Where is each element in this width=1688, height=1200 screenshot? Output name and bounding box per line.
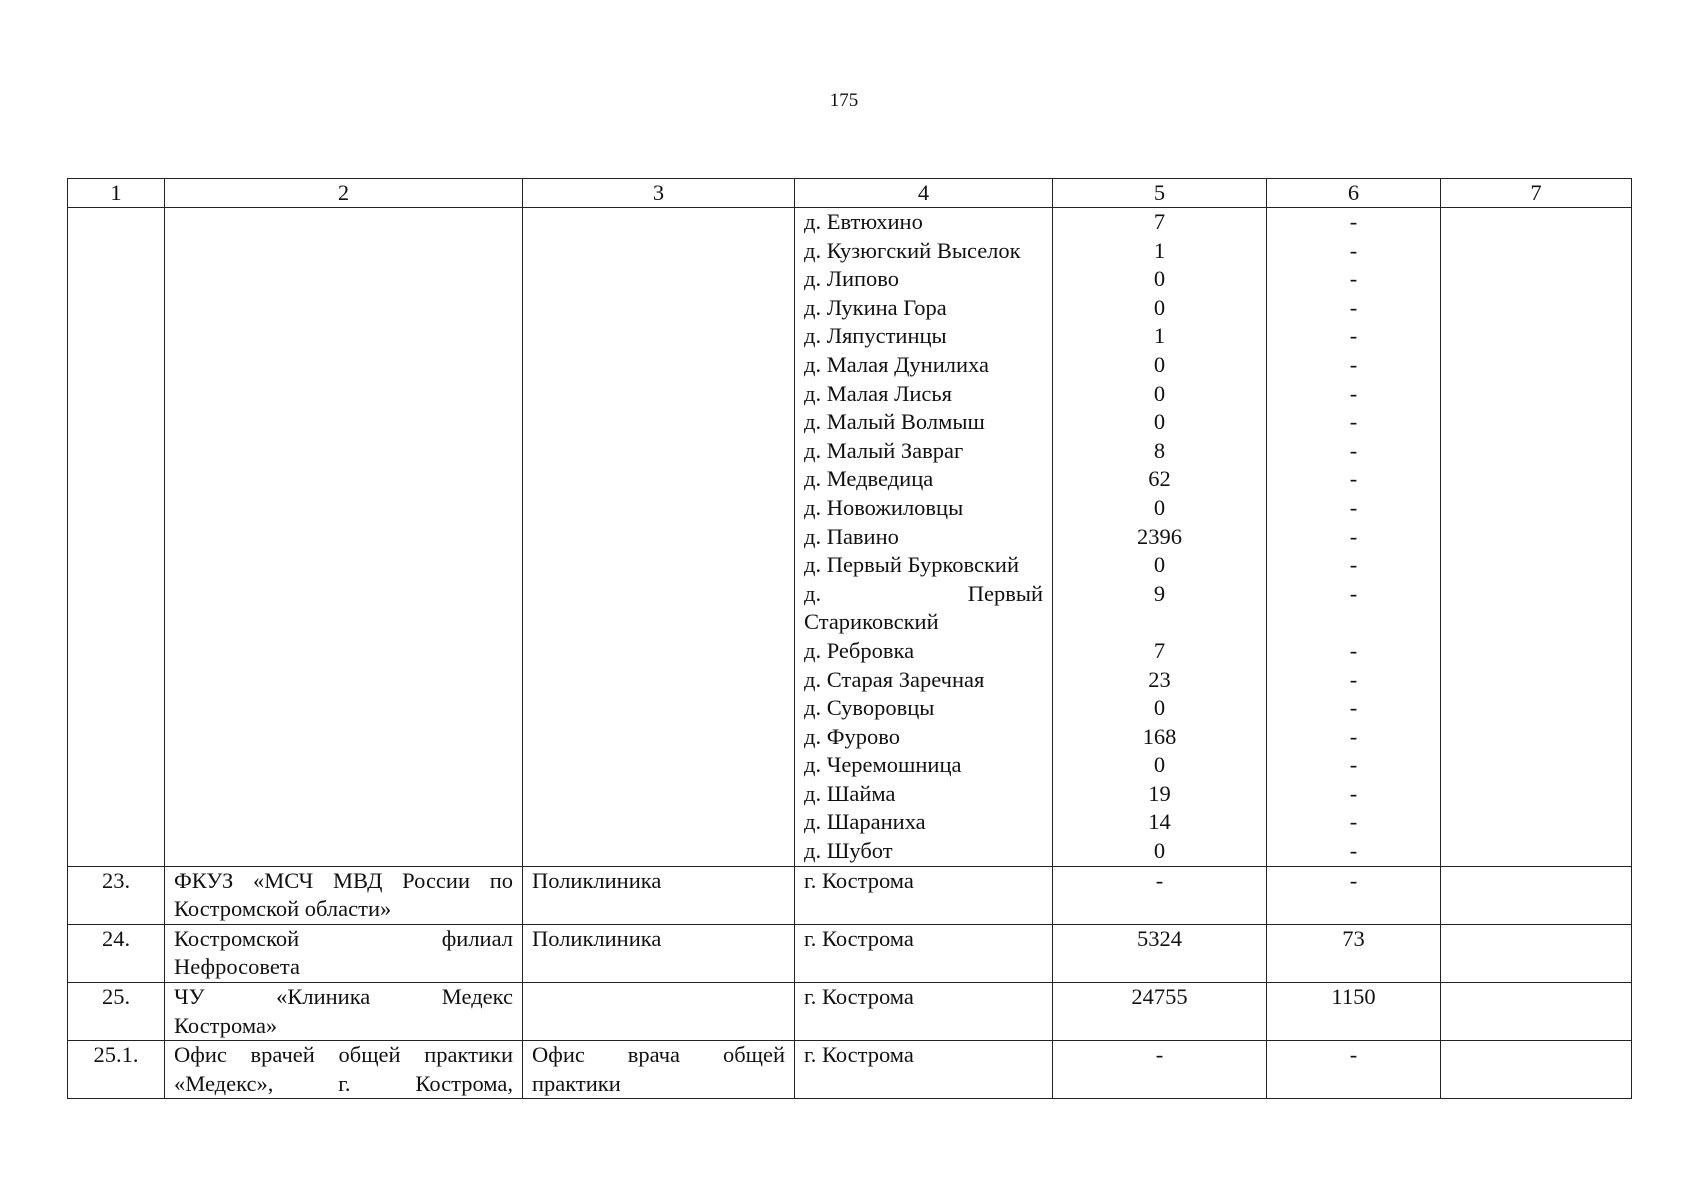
village-value: 168 xyxy=(1142,723,1177,749)
column-header: 1 xyxy=(68,179,165,208)
village-name: д. Павино xyxy=(804,523,899,549)
type-line xyxy=(532,1041,785,1070)
cell-col6: 73 xyxy=(1267,924,1441,982)
cell-col6: - xyxy=(1267,866,1441,924)
cell-location xyxy=(795,983,1053,1041)
village-value: 23 xyxy=(1148,666,1171,692)
village-value: 0 xyxy=(1153,380,1166,406)
cell-col5: - xyxy=(1053,1041,1267,1099)
village-name-continued: Стариковский xyxy=(804,609,939,635)
location-text: г. Кострома xyxy=(804,984,914,1010)
village-col6: - xyxy=(1349,237,1358,263)
village-name: д. Малый Завраг xyxy=(804,437,964,463)
type-text: Поликлиника xyxy=(532,867,662,893)
village-value: 7 xyxy=(1153,637,1166,663)
cell-type xyxy=(523,983,795,1041)
village-value: 0 xyxy=(1153,838,1166,864)
village-name: д. Новожиловцы xyxy=(804,494,964,520)
cell-organization xyxy=(165,1041,523,1099)
village-value: 1 xyxy=(1153,237,1166,263)
village-name: д. Старая Заречная xyxy=(804,666,985,692)
cell-location xyxy=(795,924,1053,982)
village-col6: - xyxy=(1349,580,1358,606)
village-name: д. Липово xyxy=(804,266,900,292)
cell-organization xyxy=(165,983,523,1041)
village-value: 0 xyxy=(1153,351,1166,377)
village-col6: - xyxy=(1349,351,1358,377)
village-col6: - xyxy=(1349,523,1358,549)
village-value: 0 xyxy=(1153,409,1166,435)
org-line xyxy=(174,867,513,896)
org-line xyxy=(174,983,513,1012)
village-col6: - xyxy=(1349,780,1358,806)
cell-col5: 5324 xyxy=(1053,924,1267,982)
village-col6: - xyxy=(1349,380,1358,406)
village-name: д. Малая Лисья xyxy=(804,380,952,406)
village-name: д. Кузюгский Выселок xyxy=(804,237,1021,263)
village-name: д. Черемошница xyxy=(804,752,962,778)
table-row xyxy=(68,983,1632,1041)
village-name: д. Первый Бурковский xyxy=(804,552,1019,578)
type-line: практики xyxy=(532,1070,621,1096)
village-col6: - xyxy=(1349,266,1358,292)
cell-col7 xyxy=(1441,866,1632,924)
village-value: 14 xyxy=(1148,809,1171,835)
village-name-part: д. xyxy=(804,580,822,606)
village-col6: - xyxy=(1349,409,1358,435)
data-table xyxy=(67,178,1632,1099)
village-col6: - xyxy=(1349,209,1358,234)
village-name: д. Фурово xyxy=(804,723,900,749)
cell-organization xyxy=(165,924,523,982)
village-name: д. Ребровка xyxy=(804,637,915,663)
table-row xyxy=(68,1041,1632,1099)
column-header: 2 xyxy=(165,179,523,208)
village-value: 2396 xyxy=(1137,523,1182,549)
cell-col7 xyxy=(1441,924,1632,982)
location-text: г. Кострома xyxy=(804,867,914,893)
village-value: 0 xyxy=(1153,695,1166,721)
cell-col7 xyxy=(1441,983,1632,1041)
org-line xyxy=(174,1070,513,1099)
village-name: д. Шайма xyxy=(804,780,896,806)
village-col6: - xyxy=(1349,695,1358,721)
cell-number: 23. xyxy=(68,866,165,924)
cell-village-list xyxy=(795,208,1053,867)
column-header: 3 xyxy=(523,179,795,208)
village-col6: - xyxy=(1349,466,1358,492)
village-name: д. Малая Дунилиха xyxy=(804,351,989,377)
cell-number: 24. xyxy=(68,924,165,982)
page-number: 175 xyxy=(829,90,859,111)
village-value: 0 xyxy=(1153,752,1166,778)
org-text: ЧУ «Клиника Медекс xyxy=(174,984,513,1010)
cell-col7 xyxy=(1441,1041,1632,1099)
org-line xyxy=(174,1041,513,1070)
village-name: д. Шараниха xyxy=(804,809,926,835)
village-col6: - xyxy=(1349,666,1358,692)
org-text: Костромской филиал xyxy=(174,925,513,951)
village-value: 0 xyxy=(1153,552,1166,578)
cell-location xyxy=(795,1041,1053,1099)
village-value: 19 xyxy=(1148,780,1171,806)
cell-col6: - xyxy=(1267,1041,1441,1099)
village-name: д. Медведица xyxy=(804,466,934,492)
cell-type xyxy=(523,866,795,924)
village-col6: - xyxy=(1349,494,1358,520)
village-value: 0 xyxy=(1153,266,1166,292)
table-row xyxy=(68,866,1632,924)
org-text: Офис врачей общей практики xyxy=(174,1042,513,1068)
village-name xyxy=(804,580,1043,609)
cell-type xyxy=(523,924,795,982)
village-col6: - xyxy=(1349,752,1358,778)
village-col6: - xyxy=(1349,809,1358,835)
village-col6: - xyxy=(1349,294,1358,320)
table-row xyxy=(68,924,1632,982)
org-text: «Медекс», г. Кострома, xyxy=(174,1070,513,1096)
village-col6: - xyxy=(1349,323,1358,349)
cell-number: 25. xyxy=(68,983,165,1041)
village-name: д. Малый Волмыш xyxy=(804,409,985,435)
village-name: д. Лукина Гора xyxy=(804,294,947,320)
cell-village-col6 xyxy=(1267,208,1441,867)
org-line: Костромской области» xyxy=(174,896,392,922)
org-line: Кострома» xyxy=(174,1012,278,1038)
cell-organization xyxy=(165,208,523,867)
column-header: 4 xyxy=(795,179,1053,208)
village-name: д. Евтюхино xyxy=(804,209,923,234)
cell-location xyxy=(795,866,1053,924)
location-text: г. Кострома xyxy=(804,1042,914,1068)
village-name: д. Шубот xyxy=(804,838,893,864)
cell-col5: 24755 xyxy=(1053,983,1267,1041)
org-text: ФКУЗ «МСЧ МВД России по xyxy=(174,867,513,893)
column-header: 7 xyxy=(1441,179,1632,208)
column-header: 6 xyxy=(1267,179,1441,208)
type-text: Поликлиника xyxy=(532,925,662,951)
org-line xyxy=(174,925,513,954)
village-value: 9 xyxy=(1153,580,1166,606)
village-name: д. Ляпустинцы xyxy=(804,323,947,349)
cell-col7 xyxy=(1441,208,1632,867)
cell-col6: 1150 xyxy=(1267,983,1441,1041)
cell-number: 25.1. xyxy=(68,1041,165,1099)
cell-col5: - xyxy=(1053,866,1267,924)
village-value: 62 xyxy=(1148,466,1171,492)
village-value: 8 xyxy=(1153,437,1166,463)
cell-organization xyxy=(165,866,523,924)
village-col6: - xyxy=(1349,437,1358,463)
column-header: 5 xyxy=(1053,179,1267,208)
cell-village-values xyxy=(1053,208,1267,867)
village-name-part: Первый xyxy=(967,580,1043,606)
header-row xyxy=(68,179,1632,208)
village-value: 0 xyxy=(1153,494,1166,520)
cell-type xyxy=(523,208,795,867)
village-value: 7 xyxy=(1153,209,1166,234)
location-text: г. Кострома xyxy=(804,925,914,951)
village-col6: - xyxy=(1349,637,1358,663)
cell-type xyxy=(523,1041,795,1099)
village-col6: - xyxy=(1349,552,1358,578)
village-col6: - xyxy=(1349,723,1358,749)
cell-number xyxy=(68,208,165,867)
table-row xyxy=(68,208,1632,867)
village-col6: - xyxy=(1349,838,1358,864)
village-value: 0 xyxy=(1153,294,1166,320)
village-value: 1 xyxy=(1153,323,1166,349)
org-line: Нефросовета xyxy=(174,954,300,980)
type-text: Офис врача общей xyxy=(532,1042,785,1068)
village-name: д. Суворовцы xyxy=(804,695,935,721)
